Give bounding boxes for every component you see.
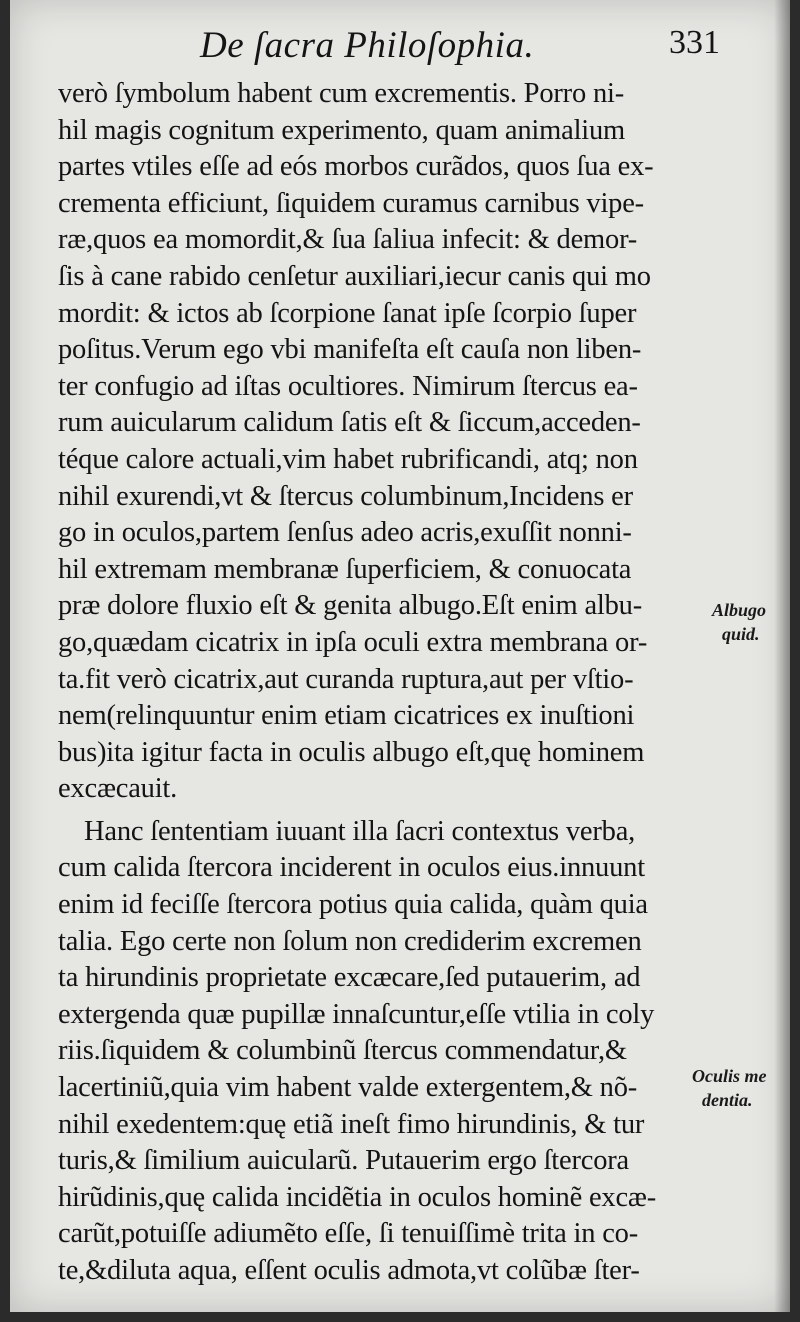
text-line: téque calore actuali,vim habet rubrificandi, atq; non [58,443,638,475]
main-text-block [58,76,698,1290]
margin-note-line: Albugo [712,600,767,620]
text-line: nihil exedentem:quę etiã ineſt fimo hirundinis, & tur [58,1108,645,1140]
text-line: ta hirundinis proprietate excæcare,ſed putauerim, ad [58,962,641,994]
page-spine-shadow [774,0,790,1312]
text-line: poſitus.Verum ego vbi manifeſta eſt cauſa non liben- [58,334,642,366]
text-line: riis.ſiquidem & columbinũ ſtercus commendatur,& [58,1035,627,1067]
text-line: ſis à cane rabido cenſetur auxiliari,iecur canis qui mo [58,260,651,292]
text-line: carũt,potuiſſe adiumẽto eſſe, ſi tenuiſſimè trita in co- [58,1218,638,1250]
text-line: ter confugio ad iſtas ocultiores. Nimirum ſtercus ea- [58,370,638,402]
running-title: De ſacra Philoſophia. [200,25,535,66]
text-line: turis,& ſimilium auicularũ. Putauerim ergo ſtercora [58,1145,630,1177]
text-line: verò ſymbolum habent cum excrementis. Porro ni- [58,78,624,109]
running-header [40,20,720,70]
margin-note-oculis [692,1064,767,1112]
book-page [10,0,790,1312]
text-line: ta.fit verò cicatrix,aut curanda ruptura,aut per vſtio- [58,663,634,695]
text-line: extergenda quæ pupillæ innaſcuntur,eſſe vtilia in coly [58,998,655,1030]
paragraph-start-line: Hanc ſententiam iuuant illa ſacri contextus verba, [84,815,636,847]
text-line: enim id feciſſe ſtercora potius quia calida, quàm quia [58,889,648,921]
text-line: hil extremam membranæ ſuperficiem, & conuocata [58,553,632,585]
text-line: lacertiniũ,quia vim habent valde extergentem,& nõ- [58,1072,638,1104]
text-line: nem(relinquuntur enim etiam cicatrices ex inuſtioni [58,700,635,732]
text-line: cum calida ſtercora inciderent in oculos eius.innuunt [58,852,645,884]
text-line: te,&diluta aqua, eſſent oculis admota,vt colũbæ ſter- [58,1255,640,1286]
margin-note-albugo [712,598,766,646]
margin-note-line: dentia. [702,1090,753,1110]
text-line: præ dolore fluxio eſt & genita albugo.Eſt enim albu- [58,590,643,622]
text-line: talia. Ego certe non ſolum non crediderim excremen [58,925,642,957]
text-line: go,quædam cicatrix in ipſa oculi extra membrana or- [58,626,648,658]
text-line: partes vtiles eſſe ad eós morbos curãdos, quos ſua ex- [58,151,654,183]
text-line: excæcauit. [58,773,178,805]
text-line: crementa efficiunt, ſiquidem curamus carnibus vipe- [58,187,644,219]
text-line: go in oculos,partem ſenſus adeo acris,exuſſit nonni- [58,517,632,549]
margin-note-line: Oculis me [692,1066,767,1086]
text-line: ræ,quos ea momordit,& ſua ſaliua infecit: & demor- [58,224,638,256]
page-number: 331 [669,24,720,61]
text-line: nihil exurendi,vt & ſtercus columbinum,Incidens er [58,480,633,512]
margin-note-line: quid. [722,624,760,644]
text-line: mordit: & ictos ab ſcorpione ſanat ipſe ſcorpio ſuper [58,297,637,329]
text-line: rum auicularum calidum ſatis eſt & ſiccum,acceden- [58,407,641,439]
text-line: hirũdinis,quę calida incidẽtia in oculos hominẽ excæ- [58,1181,657,1213]
text-line: bus)ita igitur facta in oculis albugo eſt,quę hominem [58,736,645,768]
text-line: hil magis cognitum experimento, quam animalium [58,114,626,146]
